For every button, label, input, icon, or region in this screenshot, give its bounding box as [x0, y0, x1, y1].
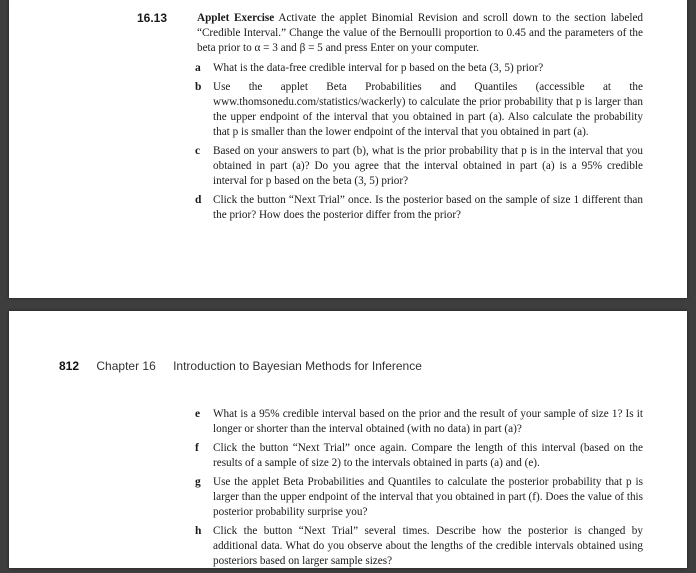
part-letter: c — [195, 145, 201, 157]
exercise-intro: Activate the applet Binomial Revision and scroll down to the section labeled “Credible Interval.” Change the value of the Bernoulli proportion to 0.45 and the parameters of the beta prior to α = 3 and β = 5 and press Enter on your computer. — [197, 12, 643, 54]
exercise-part-f — [137, 441, 643, 471]
page-bottom — [9, 311, 687, 568]
exercise-part-b — [137, 80, 643, 140]
parts-list-bottom — [137, 407, 643, 573]
part-text: Click the button “Next Trial” once again. Compare the length of this interval (based on the results of a sample of size 2) to the intervals obtained in parts (a) and (e). — [213, 442, 643, 469]
page-top — [9, 0, 687, 298]
part-text: Click the button “Next Trial” several times. Describe how the posterior is changed by additional data. What do you observe about the lengths of the credible intervals obtained using posteriors based on larger sample sizes? — [213, 525, 643, 567]
exercise-part-c — [137, 144, 643, 189]
part-letter: d — [195, 194, 202, 206]
part-text: Click the button “Next Trial” once. Is the posterior based on the sample of size 1 different than the prior? How does the posterior differ from the prior? — [213, 194, 643, 221]
parts-list-top — [137, 61, 643, 223]
exercise-header — [137, 11, 643, 56]
part-text: Use the applet Beta Probabilities and Quantiles to calculate the posterior probability that p is larger than the upper endpoint of the interval that you obtained in part (f). Does the value of this posterior probability surprise you? — [213, 476, 643, 518]
part-letter: e — [195, 408, 201, 420]
part-letter: g — [195, 476, 201, 488]
page-number: 812 — [59, 359, 80, 373]
exercise-part-a — [137, 61, 643, 76]
running-head — [59, 359, 422, 373]
exercise-part-d — [137, 193, 643, 223]
part-letter: h — [195, 525, 202, 537]
chapter-title: Introduction to Bayesian Methods for Inference — [173, 359, 422, 373]
part-text: What is the data-free credible interval for p based on the beta (3, 5) prior? — [213, 62, 544, 74]
part-text: Use the applet Beta Probabilities and Quantiles (accessible at the www.thomsonedu.com/statistics/wackerly) to calculate the prior probability that p is larger than the upper endpoint of the interval that you obtained in part (a). Also calculate the probability that p is smaller than the lower endpoint of the interval that you obtained in part (a). — [213, 81, 643, 138]
exercise-title: Applet Exercise — [197, 12, 275, 24]
chapter-label: Chapter 16 — [96, 359, 156, 373]
exercise-part-h — [137, 524, 643, 569]
exercise-16-13 — [137, 11, 643, 227]
part-letter: b — [195, 81, 202, 93]
part-text: What is a 95% credible interval based on the prior and the result of your sample of size 1? Is it longer or shorter than the interval obtained (with no data) in part (a)? — [213, 408, 643, 435]
exercise-part-e — [137, 407, 643, 437]
part-letter: f — [195, 442, 199, 454]
part-text: Based on your answers to part (b), what is the prior probability that p is in the interval that you obtained in part (a)? Do you agree that the interval obtained in part (a) is a 95% credible interval for p based on the beta (3, 5) prior? — [213, 145, 643, 187]
part-letter: a — [195, 62, 201, 74]
exercise-number: 16.13 — [137, 11, 168, 25]
exercise-part-g — [137, 475, 643, 520]
